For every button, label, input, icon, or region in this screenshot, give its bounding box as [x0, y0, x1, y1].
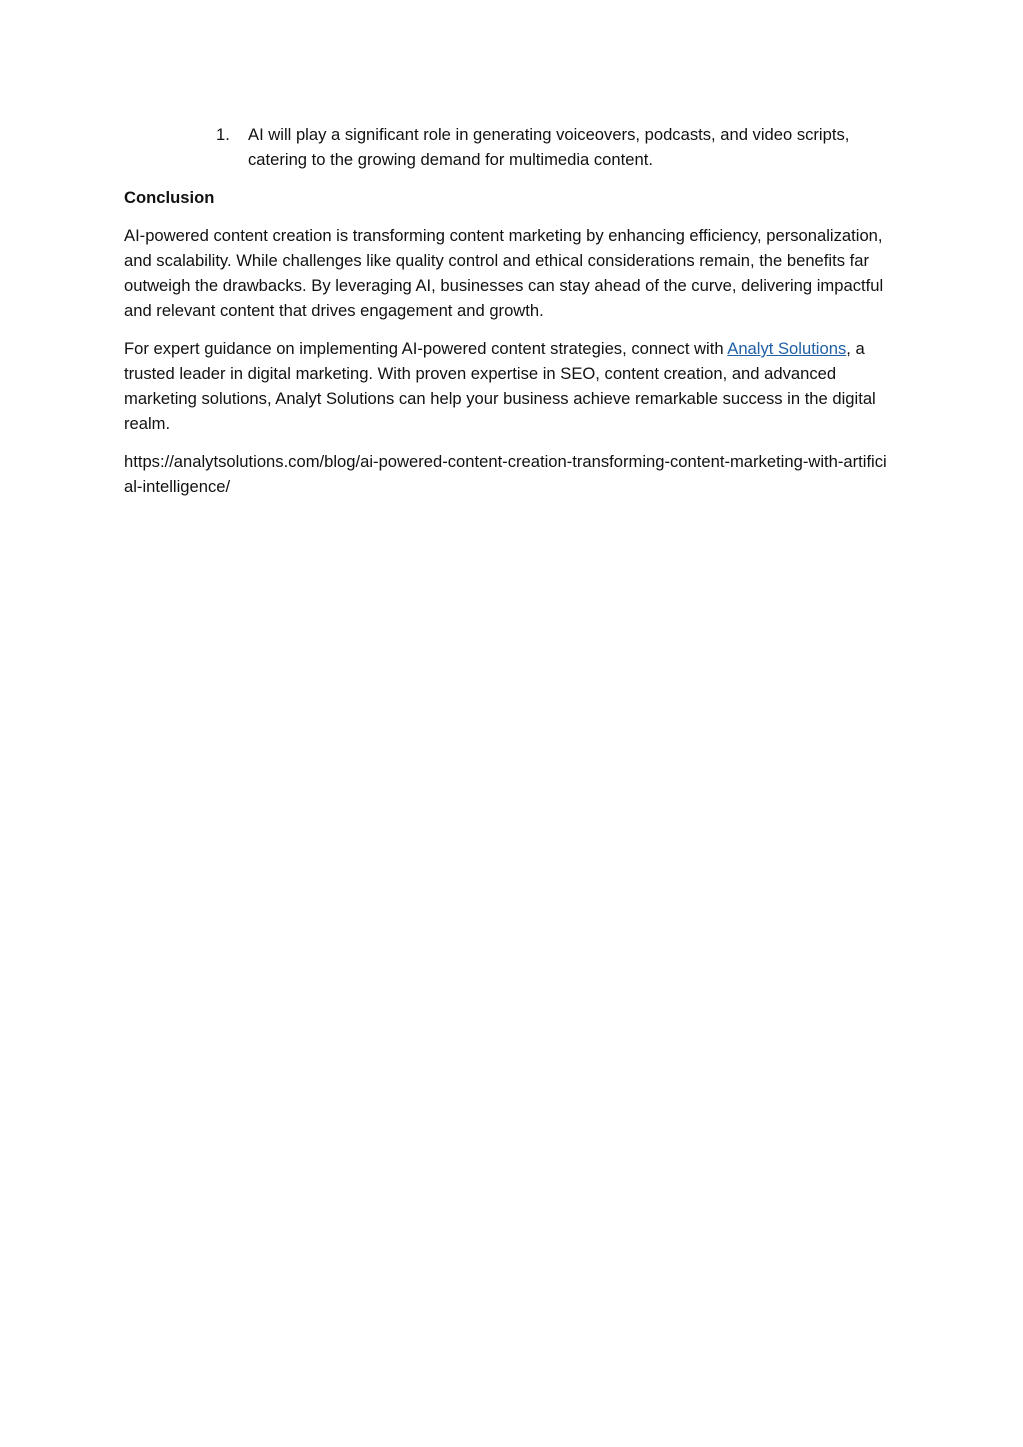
list-item-text: AI will play a significant role in generating voiceovers, podcasts, and video scripts, catering to the growing demand for multimedia content. — [248, 125, 850, 169]
cta-paragraph — [124, 336, 894, 436]
conclusion-paragraph: AI-powered content creation is transforming content marketing by enhancing efficiency, personalization, and scalability. While challenges like quality control and ethical considerations remain, the benefits far outweigh the drawbacks. By leveraging AI, businesses can stay ahead of the curve, delivering impactful and relevant content that drives engagement and growth. — [124, 226, 884, 320]
numbered-list — [124, 122, 894, 172]
cta-text-after-link: , a trusted leader in digital marketing. With proven expertise in SEO, content creation, and advanced marketing solutions, Analyt Solutions can help your business achieve remarkable success in the digital realm. — [124, 339, 876, 433]
list-marker: 1. — [216, 125, 230, 144]
section-heading-conclusion: Conclusion — [124, 188, 215, 207]
document-body — [124, 122, 894, 499]
list-item — [124, 122, 894, 172]
source-url: https://analytsolutions.com/blog/ai-powered-content-creation-transforming-content-marketing-with-artificial-intelligence/ — [124, 452, 887, 496]
analyt-solutions-link[interactable]: Analyt Solutions — [727, 339, 847, 358]
cta-text-before-link: For expert guidance on implementing AI-powered content strategies, connect with — [124, 339, 728, 358]
